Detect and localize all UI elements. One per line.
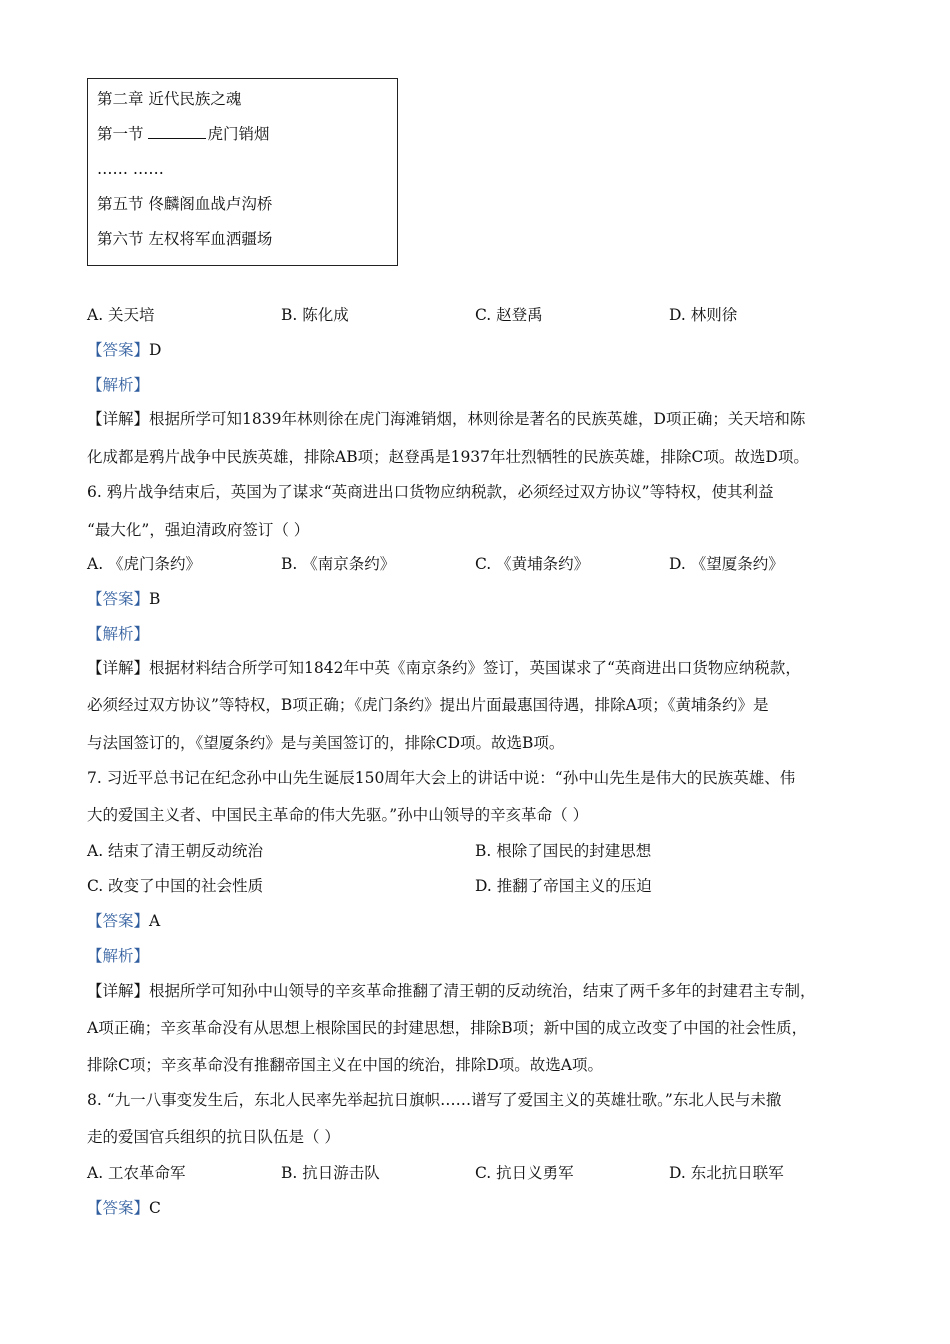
q5-answer: 【答案】D [87, 341, 162, 359]
q7-detail-line1: 【详解】根据所学可知孙中山领导的辛亥革命推翻了清王朝的反动统治，结束了两千多年的封建君主专制， [87, 982, 816, 1000]
q7-option-b: B. 根除了国民的封建思想 [475, 842, 652, 860]
q8-option-d: D. 东北抗日联军 [669, 1164, 784, 1182]
q8-stem-line1: 8. “九一八事变发生后，东北人民率先举起抗日旗帜……谱写了爱国主义的英雄壮歌。”东北人民与未撤 [87, 1091, 782, 1109]
q6-analysis-label: 【解析】 [87, 625, 150, 643]
q6-answer: 【答案】B [87, 590, 161, 608]
q5-option-d: D. 林则徐 [669, 306, 738, 324]
box-line-ellipsis: …… …… [97, 160, 164, 178]
q8-option-c: C. 抗日义勇军 [475, 1164, 574, 1182]
fill-blank [148, 124, 206, 139]
q6-option-d: D. 《望厦条约》 [669, 555, 784, 573]
q8-option-b: B. 抗日游击队 [281, 1164, 380, 1182]
q6-detail-line3: 与法国签订的，《望厦条约》是与美国签订的，排除CD项。故选B项。 [87, 734, 565, 752]
q7-option-c: C. 改变了中国的社会性质 [87, 877, 264, 895]
q6-option-a: A. 《虎门条约》 [87, 555, 202, 573]
q5-option-c: C. 赵登禹 [475, 306, 543, 324]
q6-stem-line1: 6. 鸦片战争结束后，英国为了谋求“英商进出口货物应纳税款，必须经过双方协议”等特权，使其利益 [87, 483, 774, 501]
q8-stem-line2: 走的爱国官兵组织的抗日队伍是（ ） [87, 1128, 340, 1146]
q6-stem-line2: “最大化”，强迫清政府签订（ ） [87, 521, 310, 539]
q7-analysis-label: 【解析】 [87, 947, 150, 965]
q7-stem-line1: 7. 习近平总书记在纪念孙中山先生诞辰150周年大会上的讲话中说：“孙中山先生是伟大的民族英雄、伟 [87, 769, 796, 787]
q6-option-b: B. 《南京条约》 [281, 555, 396, 573]
q7-detail-line2: A项正确；辛亥革命没有从思想上根除国民的封建思想，排除B项；新中国的成立改变了中国的社会性质， [87, 1019, 808, 1037]
q8-answer: 【答案】C [87, 1199, 161, 1217]
q5-option-a: A. 关天培 [87, 306, 155, 324]
box-line-chapter: 第二章 近代民族之魂 [97, 90, 242, 108]
q5-detail-line2: 化成都是鸦片战争中民族英雄，排除AB项；赵登禹是1937年壮烈牺牲的民族英雄，排除C项。故选D项。 [87, 448, 809, 466]
q6-option-c: C. 《黄埔条约》 [475, 555, 590, 573]
q7-answer: 【答案】A [87, 912, 161, 930]
q6-detail-line2: 必须经过双方协议”等特权，B项正确；《虎门条约》提出片面最惠国待遇，排除A项；《黄埔条约》是 [87, 696, 769, 714]
q5-detail-line1: 【详解】根据所学可知1839年林则徐在虎门海滩销烟，林则徐是著名的民族英雄，D项正确；关天培和陈 [87, 410, 806, 428]
q7-option-d: D. 推翻了帝国主义的压迫 [475, 877, 652, 895]
q7-option-a: A. 结束了清王朝反动统治 [87, 842, 264, 860]
box-line-section1: 第一节 虎门销烟 [97, 125, 270, 143]
box-line-section6: 第六节 左权将军血洒疆场 [97, 230, 273, 248]
q7-stem-line2: 大的爱国主义者、中国民主革命的伟大先驱。”孙中山领导的辛亥革命（ ） [87, 806, 589, 824]
box-line-section5: 第五节 佟麟阁血战卢沟桥 [97, 195, 273, 213]
q7-detail-line3: 排除C项；辛亥革命没有推翻帝国主义在中国的统治，排除D项。故选A项。 [87, 1056, 603, 1074]
q5-option-b: B. 陈化成 [281, 306, 349, 324]
q5-analysis-label: 【解析】 [87, 376, 150, 394]
q8-option-a: A. 工农革命军 [87, 1164, 186, 1182]
q6-detail-line1: 【详解】根据材料结合所学可知1842年中英《南京条约》签订，英国谋求了“英商进出口货物应纳税款， [87, 659, 801, 677]
